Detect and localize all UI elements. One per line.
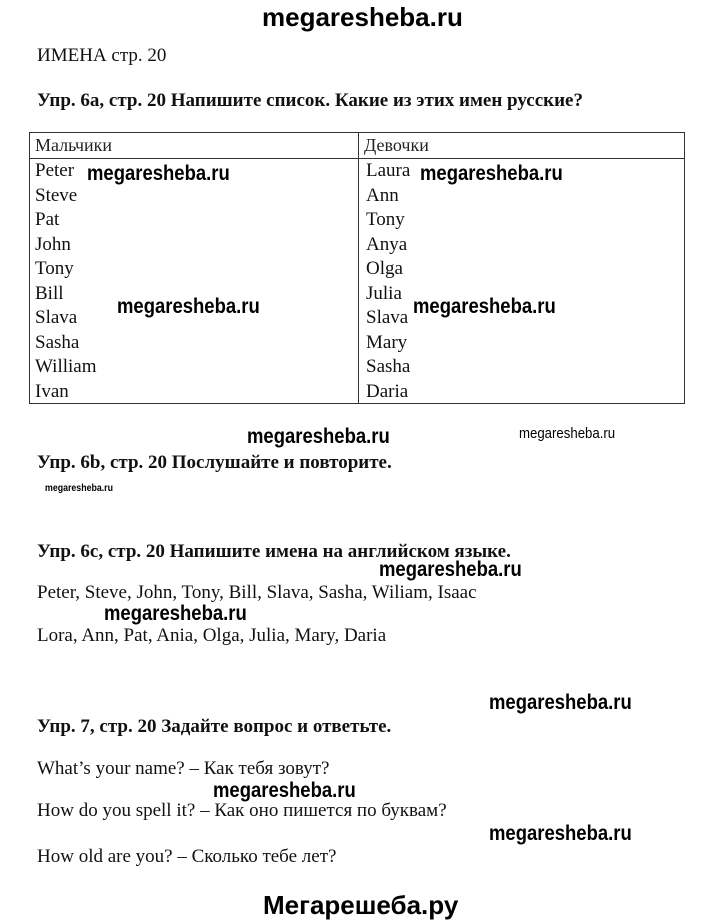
girl-name: Sasha: [366, 356, 411, 377]
watermark: megaresheba.ru: [247, 425, 390, 448]
girl-name: Mary: [366, 331, 408, 353]
ex6c-line-girls: Lora, Ann, Pat, Ania, Olga, Julia, Mary, Daria: [37, 625, 387, 646]
ex6b-heading: Упр. 6b, стр. 20 Послушайте и повторите.: [37, 452, 392, 473]
watermark: megaresheba.ru: [420, 162, 563, 185]
ex7-line: How old are you? – Сколько тебе лет?: [37, 846, 337, 867]
boy-name: Peter: [35, 160, 75, 181]
ex6c-heading: Упр. 6с, стр. 20 Напишите имена на английском языке.: [37, 541, 511, 562]
page-title: ИМЕНА стр. 20: [37, 45, 167, 66]
watermark: megaresheba.ru: [413, 295, 556, 318]
ex7-line: How do you spell it? – Как оно пишется по буквам?: [37, 800, 447, 821]
girl-name: Slava: [366, 307, 409, 328]
ex7-line: What’s your name? – Как тебя зовут?: [37, 758, 330, 779]
girl-name: Daria: [366, 380, 409, 402]
boy-name: John: [35, 233, 71, 255]
girl-name: Ann: [366, 184, 399, 206]
ex6a-heading: Упр. 6а, стр. 20 Напишите список. Какие из этих имен русские?: [37, 90, 583, 111]
girl-name: Julia: [366, 282, 402, 304]
boy-name: Slava: [35, 307, 78, 328]
watermark: megaresheba.ru: [117, 295, 260, 318]
ex7-heading: Упр. 7, стр. 20 Задайте вопрос и ответьте.: [37, 716, 392, 737]
watermark: megaresheba.ru: [45, 483, 113, 494]
watermark: megaresheba.ru: [213, 779, 356, 802]
watermark-top: megaresheba.ru: [262, 2, 463, 32]
header-girls: Девочки: [364, 135, 429, 155]
boy-name: Steve: [35, 184, 78, 206]
boys-column: [35, 159, 97, 404]
header-boys: Мальчики: [35, 135, 113, 155]
boy-name: Sasha: [35, 331, 80, 353]
ex6c-line-boys: Peter, Steve, John, Tony, Bill, Slava, Sasha, Wiliam, Isaac: [37, 582, 477, 603]
girl-name: Anya: [366, 233, 408, 255]
watermark: megaresheba.ru: [104, 602, 247, 625]
girl-name: Olga: [366, 258, 403, 279]
boy-name: Bill: [35, 282, 64, 304]
boy-name: William: [35, 356, 97, 377]
boy-name: Pat: [35, 209, 60, 230]
watermark: megaresheba.ru: [489, 691, 632, 714]
watermark: megaresheba.ru: [87, 162, 230, 185]
watermark: megaresheba.ru: [489, 822, 632, 845]
boy-name: Tony: [35, 258, 74, 279]
girl-name: Tony: [366, 209, 405, 230]
watermark-bottom: Мегарешеба.ру: [263, 890, 459, 920]
boy-name: Ivan: [35, 380, 69, 402]
girls-column: [366, 159, 410, 404]
girl-name: Laura: [366, 160, 411, 181]
watermark: megaresheba.ru: [519, 425, 616, 442]
watermark: megaresheba.ru: [379, 558, 522, 581]
